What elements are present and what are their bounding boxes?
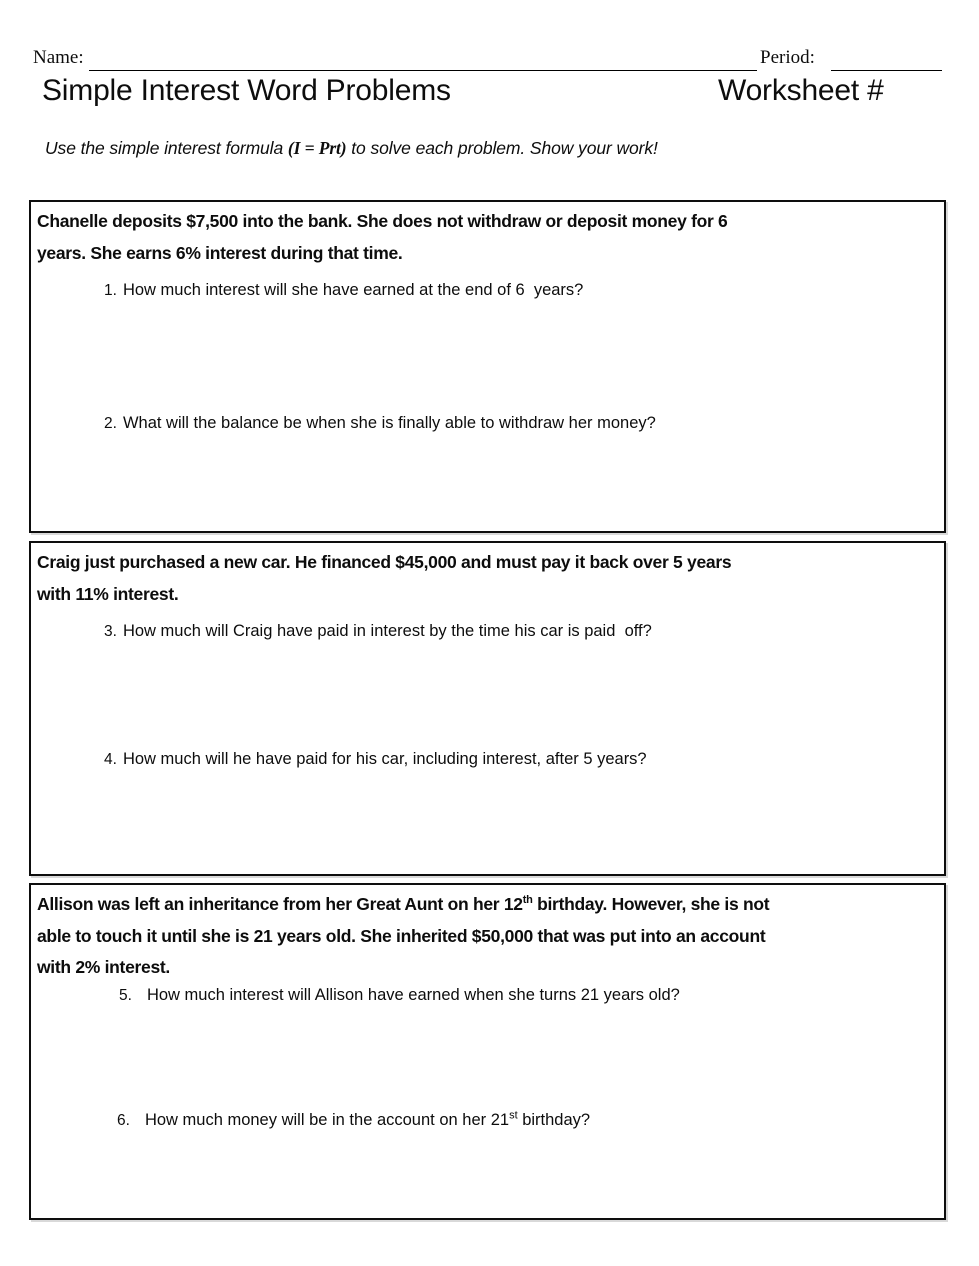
problem-3-prompt-line-2: able to touch it until she is 21 years old. She inherited $50,000 that was put into an account — [37, 925, 766, 946]
question-2 — [104, 412, 656, 435]
question-6 — [117, 1109, 590, 1132]
question-1-number: 1. — [104, 282, 117, 299]
problem-2-prompt-line-1: Craig just purchased a new car. He financed $45,000 and must pay it back over 5 years — [37, 552, 732, 572]
problem-3-prompt-line-1 — [37, 889, 936, 921]
problem-3-prompt — [37, 889, 936, 984]
question-3-text: How much will Craig have paid in interest by the time his car is paid off? — [122, 622, 652, 640]
question-2-number: 2. — [104, 415, 117, 432]
question-2-text: What will the balance be when she is finally able to withdraw her money? — [122, 414, 656, 432]
question-6-text-post: birthday? — [517, 1111, 591, 1129]
problem-box-3 — [29, 883, 946, 1220]
problem-2-prompt-line-2: with 11% interest. — [37, 583, 179, 604]
question-6-text-pre: How much money will be in the account on her 21 — [144, 1111, 510, 1129]
page-title: Simple Interest Word Problems — [42, 74, 451, 107]
problem-3-prompt-line-3: with 2% interest. — [37, 957, 170, 977]
question-4 — [104, 748, 647, 771]
instruction-suffix: to solve each problem. Show your work! — [346, 138, 658, 158]
problem-box-2 — [29, 541, 946, 876]
problem-3-prompt-line-1-post: birthday. However, she is not — [532, 894, 770, 914]
period-label: Period: — [760, 47, 815, 68]
question-6-text — [145, 1111, 590, 1129]
question-1-text: How much interest will she have earned at the end of 6 years? — [122, 281, 584, 299]
name-blank-line — [89, 70, 757, 71]
instruction-text — [45, 138, 658, 159]
problem-box-1 — [29, 200, 946, 533]
question-3 — [104, 620, 652, 643]
question-3-number: 3. — [104, 623, 117, 640]
question-1 — [104, 279, 583, 302]
worksheet-number-label: Worksheet # — [718, 74, 884, 107]
instruction-prefix: Use the simple interest formula — [45, 138, 288, 158]
question-4-text: How much will he have paid for his car, including interest, after 5 years? — [122, 750, 647, 768]
question-4-number: 4. — [104, 751, 117, 768]
name-label: Name: — [33, 47, 84, 68]
ordinal-superscript: st — [509, 1109, 518, 1122]
question-6-number: 6. — [117, 1112, 130, 1129]
question-5-number: 5. — [119, 987, 132, 1004]
ordinal-superscript: th — [522, 894, 533, 907]
problem-3-prompt-line-1-pre: Allison was left an inheritance from her Great Aunt on her 12 — [37, 894, 523, 914]
problem-1-prompt-line-1: Chanelle deposits $7,500 into the bank. She does not withdraw or deposit money for 6 — [37, 211, 728, 231]
problem-2-prompt — [37, 547, 936, 610]
problem-1-prompt-line-2: years. She earns 6% interest during that time. — [37, 242, 403, 263]
simple-interest-formula: (I = Prt) — [287, 138, 347, 158]
question-5 — [119, 984, 680, 1007]
period-blank-line — [831, 70, 942, 71]
problem-1-prompt — [37, 206, 936, 269]
question-5-text: How much interest will Allison have earned when she turns 21 years old? — [146, 986, 680, 1004]
